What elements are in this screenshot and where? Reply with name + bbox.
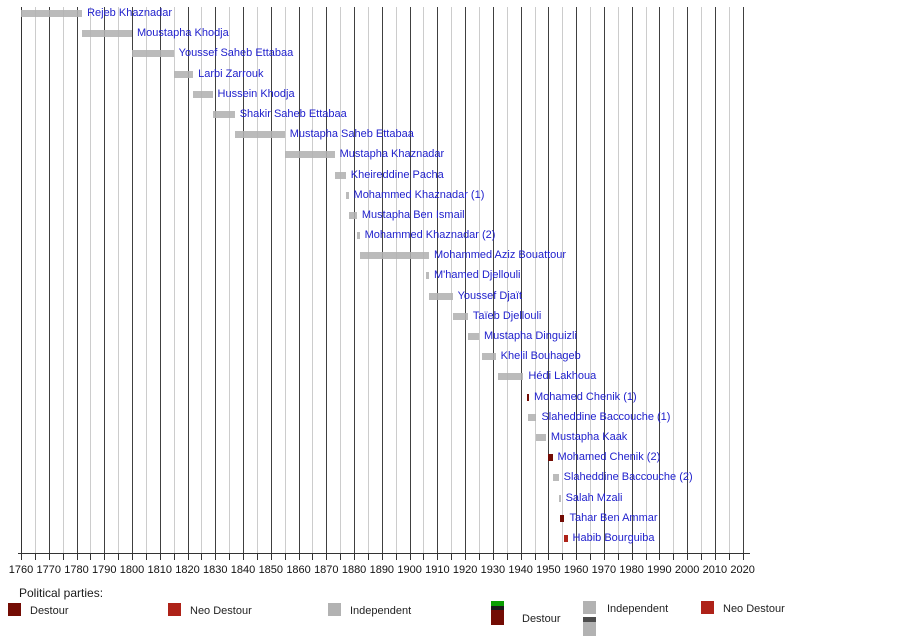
- timeline-bar: [349, 212, 357, 219]
- axis-tick-label: 1960: [563, 564, 589, 576]
- axis-tick-label: 1990: [647, 564, 672, 576]
- person-label: Tahar Ben Ammar: [569, 511, 658, 524]
- gridline-minor: [35, 7, 36, 553]
- person-label: Mustapha Khaznadar: [339, 148, 445, 161]
- axis-tick: [299, 553, 300, 560]
- timeline-bar: [21, 10, 82, 17]
- person-label: Taïeb Djellouli: [472, 309, 542, 322]
- gridline-decade: [548, 7, 549, 553]
- timeline-bar: [429, 293, 453, 300]
- axis-tick: [465, 553, 466, 560]
- person-label: Mohamed Chenik (2): [557, 451, 661, 464]
- legend-swatch-neo-destour: [168, 603, 181, 616]
- gridline-minor: [118, 7, 119, 553]
- axis-tick-label: 1830: [203, 564, 228, 576]
- person-label: Mohammed Khaznadar (1): [353, 188, 485, 201]
- axis-tick-label: 1760: [8, 564, 34, 576]
- legend-swatch-partial: [583, 617, 596, 636]
- person-label: Mohammed Khaznadar (2): [364, 229, 496, 242]
- axis-tick: [285, 553, 286, 560]
- axis-tick: [257, 553, 258, 560]
- person-label: Mustapha Dinguizli: [483, 330, 577, 343]
- axis-tick: [104, 553, 105, 560]
- timeline-bar: [559, 495, 560, 502]
- axis-tick: [160, 553, 161, 560]
- axis-tick: [382, 553, 383, 560]
- gridline-minor: [729, 7, 730, 553]
- gridline-decade: [188, 7, 189, 553]
- axis-tick: [618, 553, 619, 560]
- axis-tick: [35, 553, 36, 560]
- axis-tick: [451, 553, 452, 560]
- axis-tick-label: 1890: [369, 564, 395, 576]
- axis-tick: [410, 553, 411, 560]
- axis-tick: [368, 553, 369, 560]
- timeline-bar: [357, 232, 360, 239]
- axis-tick-label: 1780: [64, 564, 89, 576]
- legend-swatch-independent: [328, 603, 341, 616]
- legend-label-neo-destour-2: Neo Destour: [723, 603, 785, 615]
- person-label: Rejeb Khaznadar: [87, 7, 173, 19]
- timeline-bar: [426, 272, 429, 279]
- y-axis-spine: [21, 7, 22, 560]
- gridline-decade: [77, 7, 78, 553]
- gridline-decade: [160, 7, 161, 553]
- axis-tick-label: 1880: [341, 564, 367, 576]
- gridline-minor: [312, 7, 313, 553]
- axis-tick: [312, 553, 313, 560]
- axis-tick-label: 1770: [36, 564, 61, 576]
- timeline-bar: [527, 394, 529, 401]
- gridline-minor: [90, 7, 91, 553]
- axis-tick: [576, 553, 577, 560]
- axis-tick: [437, 553, 438, 560]
- axis-tick-label: 1980: [619, 564, 644, 576]
- axis-tick: [90, 553, 91, 560]
- gridline-minor: [63, 7, 64, 553]
- person-label: Hussein Khodja: [217, 87, 295, 100]
- axis-tick-label: 1950: [536, 564, 561, 576]
- timeline-bar: [132, 50, 174, 57]
- legend-swatch-independent-2: [583, 601, 596, 614]
- person-label: Habib Bourguiba: [572, 531, 655, 544]
- axis-tick: [174, 553, 175, 560]
- axis-tick: [715, 553, 716, 560]
- timeline-bar: [553, 474, 558, 481]
- gridline-minor: [201, 7, 202, 553]
- axis-tick: [535, 553, 536, 560]
- legend-label-destour: Destour: [30, 605, 69, 617]
- gridline-minor: [701, 7, 702, 553]
- axis-tick: [590, 553, 591, 560]
- axis-tick: [743, 553, 744, 560]
- gridline-minor: [423, 7, 424, 553]
- gridline-decade: [215, 7, 216, 553]
- axis-tick: [604, 553, 605, 560]
- gridline-decade: [299, 7, 300, 553]
- axis-tick: [507, 553, 508, 560]
- timeline-bar: [335, 172, 346, 179]
- person-label: Slaheddine Baccouche (1): [541, 410, 671, 423]
- timeline-bar: [528, 414, 537, 421]
- legend-swatch-destour-stacked: [491, 601, 504, 625]
- gridline-decade: [743, 7, 744, 553]
- timeline-bar: [285, 151, 335, 158]
- timeline-bar: [453, 313, 468, 320]
- person-label: Kheireddine Pacha: [350, 168, 444, 181]
- person-label: M'hamed Djellouli: [434, 269, 521, 282]
- gridline-minor: [368, 7, 369, 553]
- gridline-decade: [132, 7, 133, 553]
- axis-tick-label: 1820: [175, 564, 200, 576]
- person-label: Khelil Bouhageb: [500, 350, 581, 363]
- axis-tick-label: 1870: [314, 564, 339, 576]
- gridline-decade: [104, 7, 105, 553]
- person-label: Slaheddine Baccouche (2): [563, 471, 693, 484]
- axis-tick: [243, 553, 244, 560]
- person-label: Shakir Saheb Ettabaa: [239, 107, 347, 120]
- axis-tick: [132, 553, 133, 560]
- axis-tick: [118, 553, 119, 560]
- axis-tick: [673, 553, 674, 560]
- x-axis-line: [18, 553, 750, 554]
- axis-tick: [229, 553, 230, 560]
- timeline-bar: [564, 535, 567, 542]
- gridline-minor: [340, 7, 341, 553]
- axis-tick: [340, 553, 341, 560]
- person-label: Hédi Lakhoua: [528, 370, 597, 383]
- axis-tick: [701, 553, 702, 560]
- axis-tick: [215, 553, 216, 560]
- timeline-bar: [346, 192, 349, 199]
- gridline-decade: [410, 7, 411, 553]
- axis-tick: [646, 553, 647, 560]
- axis-tick-label: 1920: [452, 564, 478, 576]
- timeline-bar: [235, 131, 285, 138]
- axis-tick: [548, 553, 549, 560]
- axis-tick: [201, 553, 202, 560]
- person-label: Larbi Zarrouk: [198, 67, 264, 80]
- timeline-bar: [193, 91, 212, 98]
- timeline-bar: [482, 353, 496, 360]
- person-label: Mustapha Saheb Ettabaa: [289, 128, 414, 141]
- legend-label-neo-destour: Neo Destour: [190, 605, 252, 617]
- axis-tick-label: 1790: [92, 564, 117, 576]
- legend-label-destour-2: Destour: [522, 613, 561, 625]
- axis-tick: [354, 553, 355, 560]
- axis-tick: [729, 553, 730, 560]
- person-label: Mustapha Kaak: [550, 430, 628, 443]
- person-label: Youssef Djaït: [457, 289, 523, 302]
- gridline-minor: [146, 7, 147, 553]
- axis-tick-label: 1860: [286, 564, 311, 576]
- axis-tick-label: 1840: [230, 564, 256, 576]
- legend-label-independent: Independent: [350, 605, 412, 617]
- axis-tick-label: 1910: [425, 564, 450, 576]
- gridline-decade: [326, 7, 327, 553]
- axis-tick-label: 1930: [480, 564, 506, 576]
- person-label: Salah Mzali: [565, 491, 623, 504]
- person-label: Youssef Saheb Ettabaa: [178, 47, 294, 60]
- axis-tick-label: 1810: [147, 564, 173, 576]
- axis-tick-label: 2020: [730, 564, 755, 576]
- axis-tick: [632, 553, 633, 560]
- timeline-bar: [82, 30, 132, 37]
- timeline-bar: [213, 111, 235, 118]
- person-label: Mustapha Ben Ismail: [361, 208, 465, 221]
- axis-tick: [49, 553, 50, 560]
- axis-tick: [146, 553, 147, 560]
- legend-swatch-neo-destour-2: [701, 601, 714, 614]
- axis-tick-label: 2010: [702, 564, 728, 576]
- axis-tick: [659, 553, 660, 560]
- axis-tick: [63, 553, 64, 560]
- axis-tick-label: 1900: [397, 564, 422, 576]
- axis-tick: [77, 553, 78, 560]
- axis-tick: [326, 553, 327, 560]
- axis-tick: [493, 553, 494, 560]
- gridline-minor: [535, 7, 536, 553]
- axis-tick: [396, 553, 397, 560]
- gridline-decade: [382, 7, 383, 553]
- legend-title: Political parties:: [19, 586, 104, 600]
- gridline-decade: [49, 7, 50, 553]
- gridline-minor: [396, 7, 397, 553]
- axis-tick: [521, 553, 522, 560]
- axis-tick-label: 1850: [258, 564, 284, 576]
- timeline-bar: [560, 515, 564, 522]
- timeline-bar: [468, 333, 479, 340]
- axis-tick: [562, 553, 563, 560]
- timeline-bar: [536, 434, 546, 441]
- axis-tick: [188, 553, 189, 560]
- timeline-bar: [360, 252, 429, 259]
- axis-tick: [271, 553, 272, 560]
- gridline-decade: [715, 7, 716, 553]
- axis-tick: [687, 553, 688, 560]
- gridline-minor: [174, 7, 175, 553]
- person-label: Moustapha Khodja: [137, 27, 229, 40]
- gridline-decade: [521, 7, 522, 553]
- axis-tick-label: 1800: [119, 564, 145, 576]
- legend-swatch-destour: [8, 603, 21, 616]
- person-label: Mohamed Chenik (1): [533, 390, 637, 403]
- axis-tick-label: 2000: [674, 564, 700, 576]
- timeline-bar: [498, 373, 523, 380]
- person-label: Mohammed Aziz Bouattour: [434, 249, 567, 262]
- legend-label-independent-2: Independent: [607, 603, 669, 615]
- axis-tick-label: 1970: [591, 564, 617, 576]
- axis-tick-label: 1940: [508, 564, 533, 576]
- timeline-bar: [548, 454, 552, 461]
- axis-tick: [479, 553, 480, 560]
- gridline-decade: [354, 7, 355, 553]
- timeline-bar: [174, 71, 193, 78]
- axis-tick: [423, 553, 424, 560]
